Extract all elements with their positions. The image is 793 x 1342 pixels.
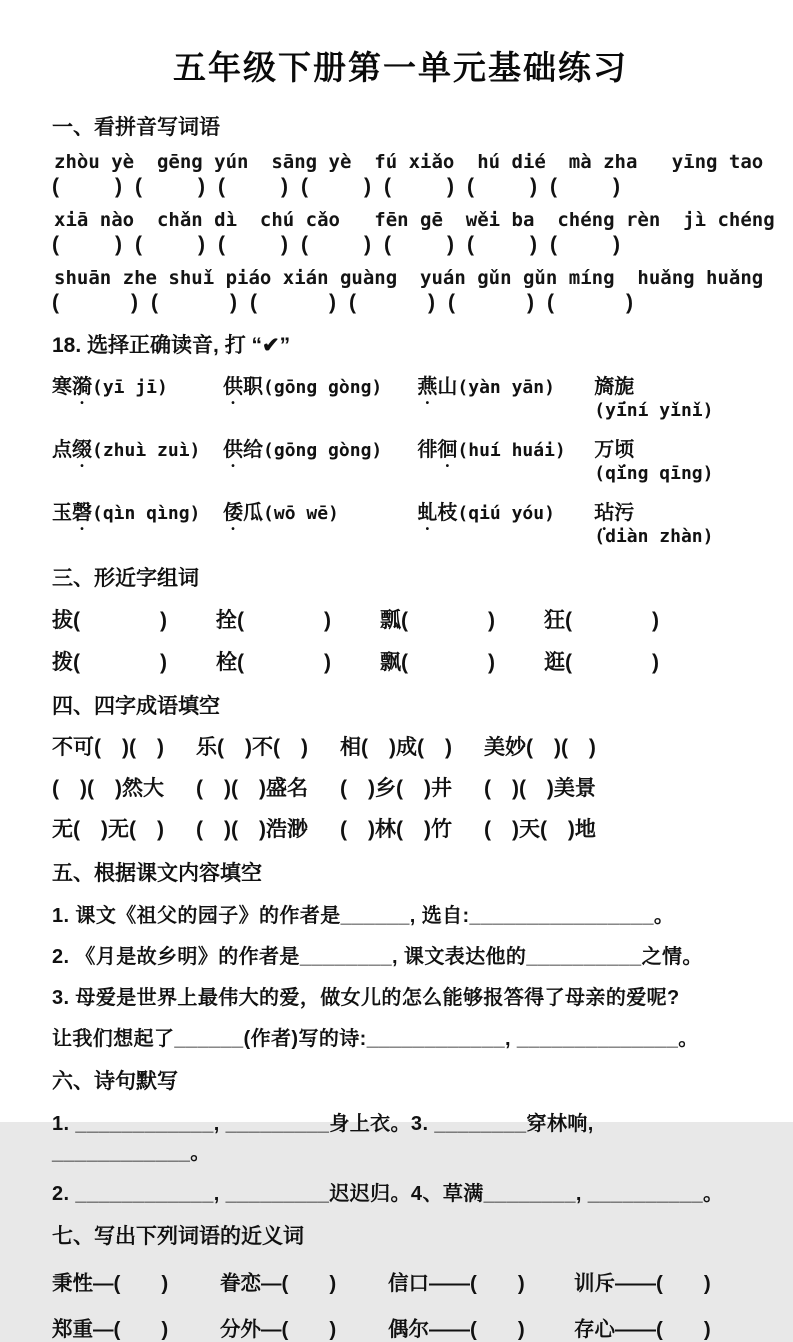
answer-blank-parens: ( ) [250,291,336,314]
pinyin-options: (zhuì zuì) [92,440,201,461]
synonym-item: 偶尔——( ) [388,1318,525,1341]
similar-char-item: 拴( ) [216,609,331,632]
paren-blank-row [52,175,749,199]
idiom-rows-container [52,731,749,843]
answer-blank-parens: ( ) [151,291,237,314]
pronunciation-item [52,433,223,462]
word-char: 供 [223,376,244,398]
target-word [594,376,634,398]
answer-blank-parens: ( ) [467,233,537,256]
page-title: 五年级下册第一单元基础练习 [173,49,628,86]
pinyin-rows-container [52,151,775,315]
similar-char-row [52,604,749,634]
target-word [417,502,457,524]
pronunciation-rows-container [52,370,749,548]
answer-blank-parens: ( ) [301,175,371,198]
pronunciation-row [52,433,749,485]
similar-char-item: 飘( ) [380,651,495,674]
synonym-item: 信口——( ) [388,1272,525,1295]
pronunciation-row [52,370,749,422]
word-char: 污 [614,502,635,524]
word-char: 徘 [417,439,438,461]
idiom-row [52,813,749,843]
word-char: 瓜 [243,502,264,524]
text-fill-line: 2. 《月是故乡明》的作者是________, 课文表达他的__________之情。 [52,946,703,968]
idiom-blank: ( )( )浩渺 [195,818,308,841]
pinyin-row: xiā nào chǎn dì chú cǎo fēn gē wěi ba chéng rèn jì chéng [54,209,775,231]
pronunciation-item [417,433,594,462]
similar-char-item: 狂( ) [544,609,659,632]
pinyin-options: (gōng gòng) [263,440,383,461]
idiom-blank: ( )天( )地 [483,818,596,841]
word-char: 万 [594,439,615,461]
synonym-item: 眷恋—( ) [220,1272,337,1295]
target-word [52,376,92,398]
answer-blank-parens: ( ) [550,233,620,256]
idiom-blank: ( )乡( )井 [339,777,452,800]
pinyin-options: (gōng gòng) [263,377,383,398]
idiom-blank: ( )林( )竹 [339,818,452,841]
pinyin-options: (qǐng qīng) [594,463,714,484]
word-char: 职 [243,376,264,398]
answer-blank-parens: ( ) [384,175,454,198]
similar-char-item: 栓( ) [216,651,331,674]
section-idiom-fill [52,690,749,843]
synonym-item: 存心——( ) [574,1318,711,1341]
answer-blank-parens: ( ) [467,175,537,198]
synonym-rows-container [52,1266,749,1342]
answer-blank-parens: ( ) [301,233,371,256]
pinyin-options: (yīní yǐnǐ) [594,400,714,421]
pinyin-options: (yàn yān) [457,377,555,398]
target-word [594,439,634,461]
pinyin-row: shuān zhe shuǐ piáo xián guàng yuán gǔn gǔn míng huǎng huǎng [54,267,764,289]
poem-line: 1. ____________, _________身上衣。3. ________穿林响, ____________。 [52,1113,600,1164]
synonym-row [52,1266,749,1296]
pronunciation-row [52,496,749,548]
target-word [594,502,634,524]
section7-heading: 七、写出下列词语的近义词 [52,1225,304,1248]
idiom-row [52,731,749,761]
idiom-row [52,772,749,802]
pinyin-options: (huí huái) [457,440,566,461]
pronunciation-item [223,433,417,462]
idiom-blank: 无( )无( ) [52,818,164,841]
pronunciation-item [223,370,417,399]
section-similar-characters [52,562,749,676]
answer-blank-parens: ( ) [52,175,122,198]
word-char: 漪 [72,376,92,398]
answer-blank-parens: ( ) [52,291,138,314]
answer-blank-parens: ( ) [448,291,534,314]
word-char: 供 [223,439,244,461]
section5-heading: 五、根据课文内容填空 [52,862,262,885]
word-char: 玉 [52,502,72,524]
synonym-item: 分外—( ) [220,1318,337,1341]
idiom-blank: ( )( )美景 [483,777,596,800]
section-text-fill [52,857,749,1051]
word-char: 旖 [594,376,615,398]
answer-blank-parens: ( ) [218,233,288,256]
word-char: 给 [243,439,264,461]
answer-blank-parens: ( ) [349,291,435,314]
similar-char-row [52,646,749,676]
word-char: 燕 [417,376,438,398]
pinyin-options: (diàn zhàn) [594,526,714,547]
synonym-item: 训斥——( ) [574,1272,711,1295]
pinyin-options: (qiú yóu) [457,503,555,524]
synonym-item: 秉性—( ) [52,1272,169,1295]
word-char: 旎 [614,376,635,398]
word-char: 寒 [52,376,72,398]
idiom-blank: ( )( )然大 [52,777,164,800]
pinyin-options: (wō wē) [263,503,339,524]
target-word [417,376,457,398]
pinyin-options: (qìn qìng) [92,503,201,524]
section3-heading: 三、形近字组词 [52,567,199,590]
idiom-blank: 乐( )不( ) [195,736,308,759]
similar-char-item: 拨( ) [52,651,167,674]
answer-blank-parens: ( ) [384,233,454,256]
poem-lines-container [52,1107,749,1206]
pronunciation-item [594,496,749,548]
pronunciation-item [594,433,749,485]
idiom-blank: ( )( )盛名 [195,777,308,800]
answer-blank-parens: ( ) [550,175,620,198]
section-synonyms [52,1220,749,1342]
word-char: 倭 [223,502,244,524]
poem-line: 2. ____________, _________迟迟归。4、草满________, __________。 [52,1183,724,1205]
section-choose-pronunciation [52,329,749,548]
target-word [223,376,263,398]
word-char: 玷 [594,502,615,524]
synonym-row [52,1312,749,1342]
target-word [223,502,263,524]
answer-blank-parens: ( ) [218,175,288,198]
pronunciation-item [417,496,594,525]
text-fill-line: 让我们想起了______(作者)写的诗:____________, ______________。 [52,1028,699,1050]
idiom-blank: 不可( )( ) [52,736,164,759]
pinyin-row: zhòu yè gēng yún sāng yè fú xiǎo hú dié mà zha yīng tao [54,151,764,173]
pronunciation-item [223,496,417,525]
paren-blank-row [52,291,749,315]
word-char: 缀 [72,439,92,461]
section4-heading: 四、四字成语填空 [52,695,220,718]
similar-char-item: 瓢( ) [380,609,495,632]
answer-blank-parens: ( ) [547,291,633,314]
pronunciation-item [417,370,594,399]
section1-heading: 一、看拼音写词语 [52,116,220,139]
target-word [417,439,457,461]
section-poem-dictation [52,1065,749,1206]
text-fill-line: 1. 课文《祖父的园子》的作者是______, 选自:________________。 [52,905,675,927]
target-word [223,439,263,461]
word-char: 山 [437,376,458,398]
synonym-item: 郑重—( ) [52,1318,169,1341]
word-char: 顷 [614,439,635,461]
text-fill-lines-container [52,899,749,1051]
idiom-blank: 相( )成( ) [339,736,452,759]
word-char: 磬 [72,502,92,524]
section2-heading: 18. 选择正确读音, 打 “✔” [52,334,291,357]
answer-blank-parens: ( ) [52,233,122,256]
target-word [52,439,92,461]
word-char: 虬 [417,502,438,524]
text-fill-line: 3. 母爱是世界上最伟大的爱，做女儿的怎么能够报答得了母亲的爱呢? [52,987,680,1009]
target-word [52,502,92,524]
pronunciation-item [594,370,749,422]
similar-char-rows-container [52,604,749,676]
word-char: 枝 [437,502,458,524]
answer-blank-parens: ( ) [135,175,205,198]
paren-blank-row [52,233,749,257]
pinyin-options: (yī jī) [92,377,168,398]
idiom-blank: 美妙( )( ) [483,736,596,759]
answer-blank-parens: ( ) [135,233,205,256]
section6-heading: 六、诗句默写 [52,1070,178,1093]
word-char: 点 [52,439,72,461]
word-char: 徊 [437,439,458,461]
section-pinyin-words [52,111,775,315]
similar-char-item: 逛( ) [544,651,659,674]
pronunciation-item [52,496,223,525]
pronunciation-item [52,370,223,399]
similar-char-item: 拔( ) [52,609,167,632]
